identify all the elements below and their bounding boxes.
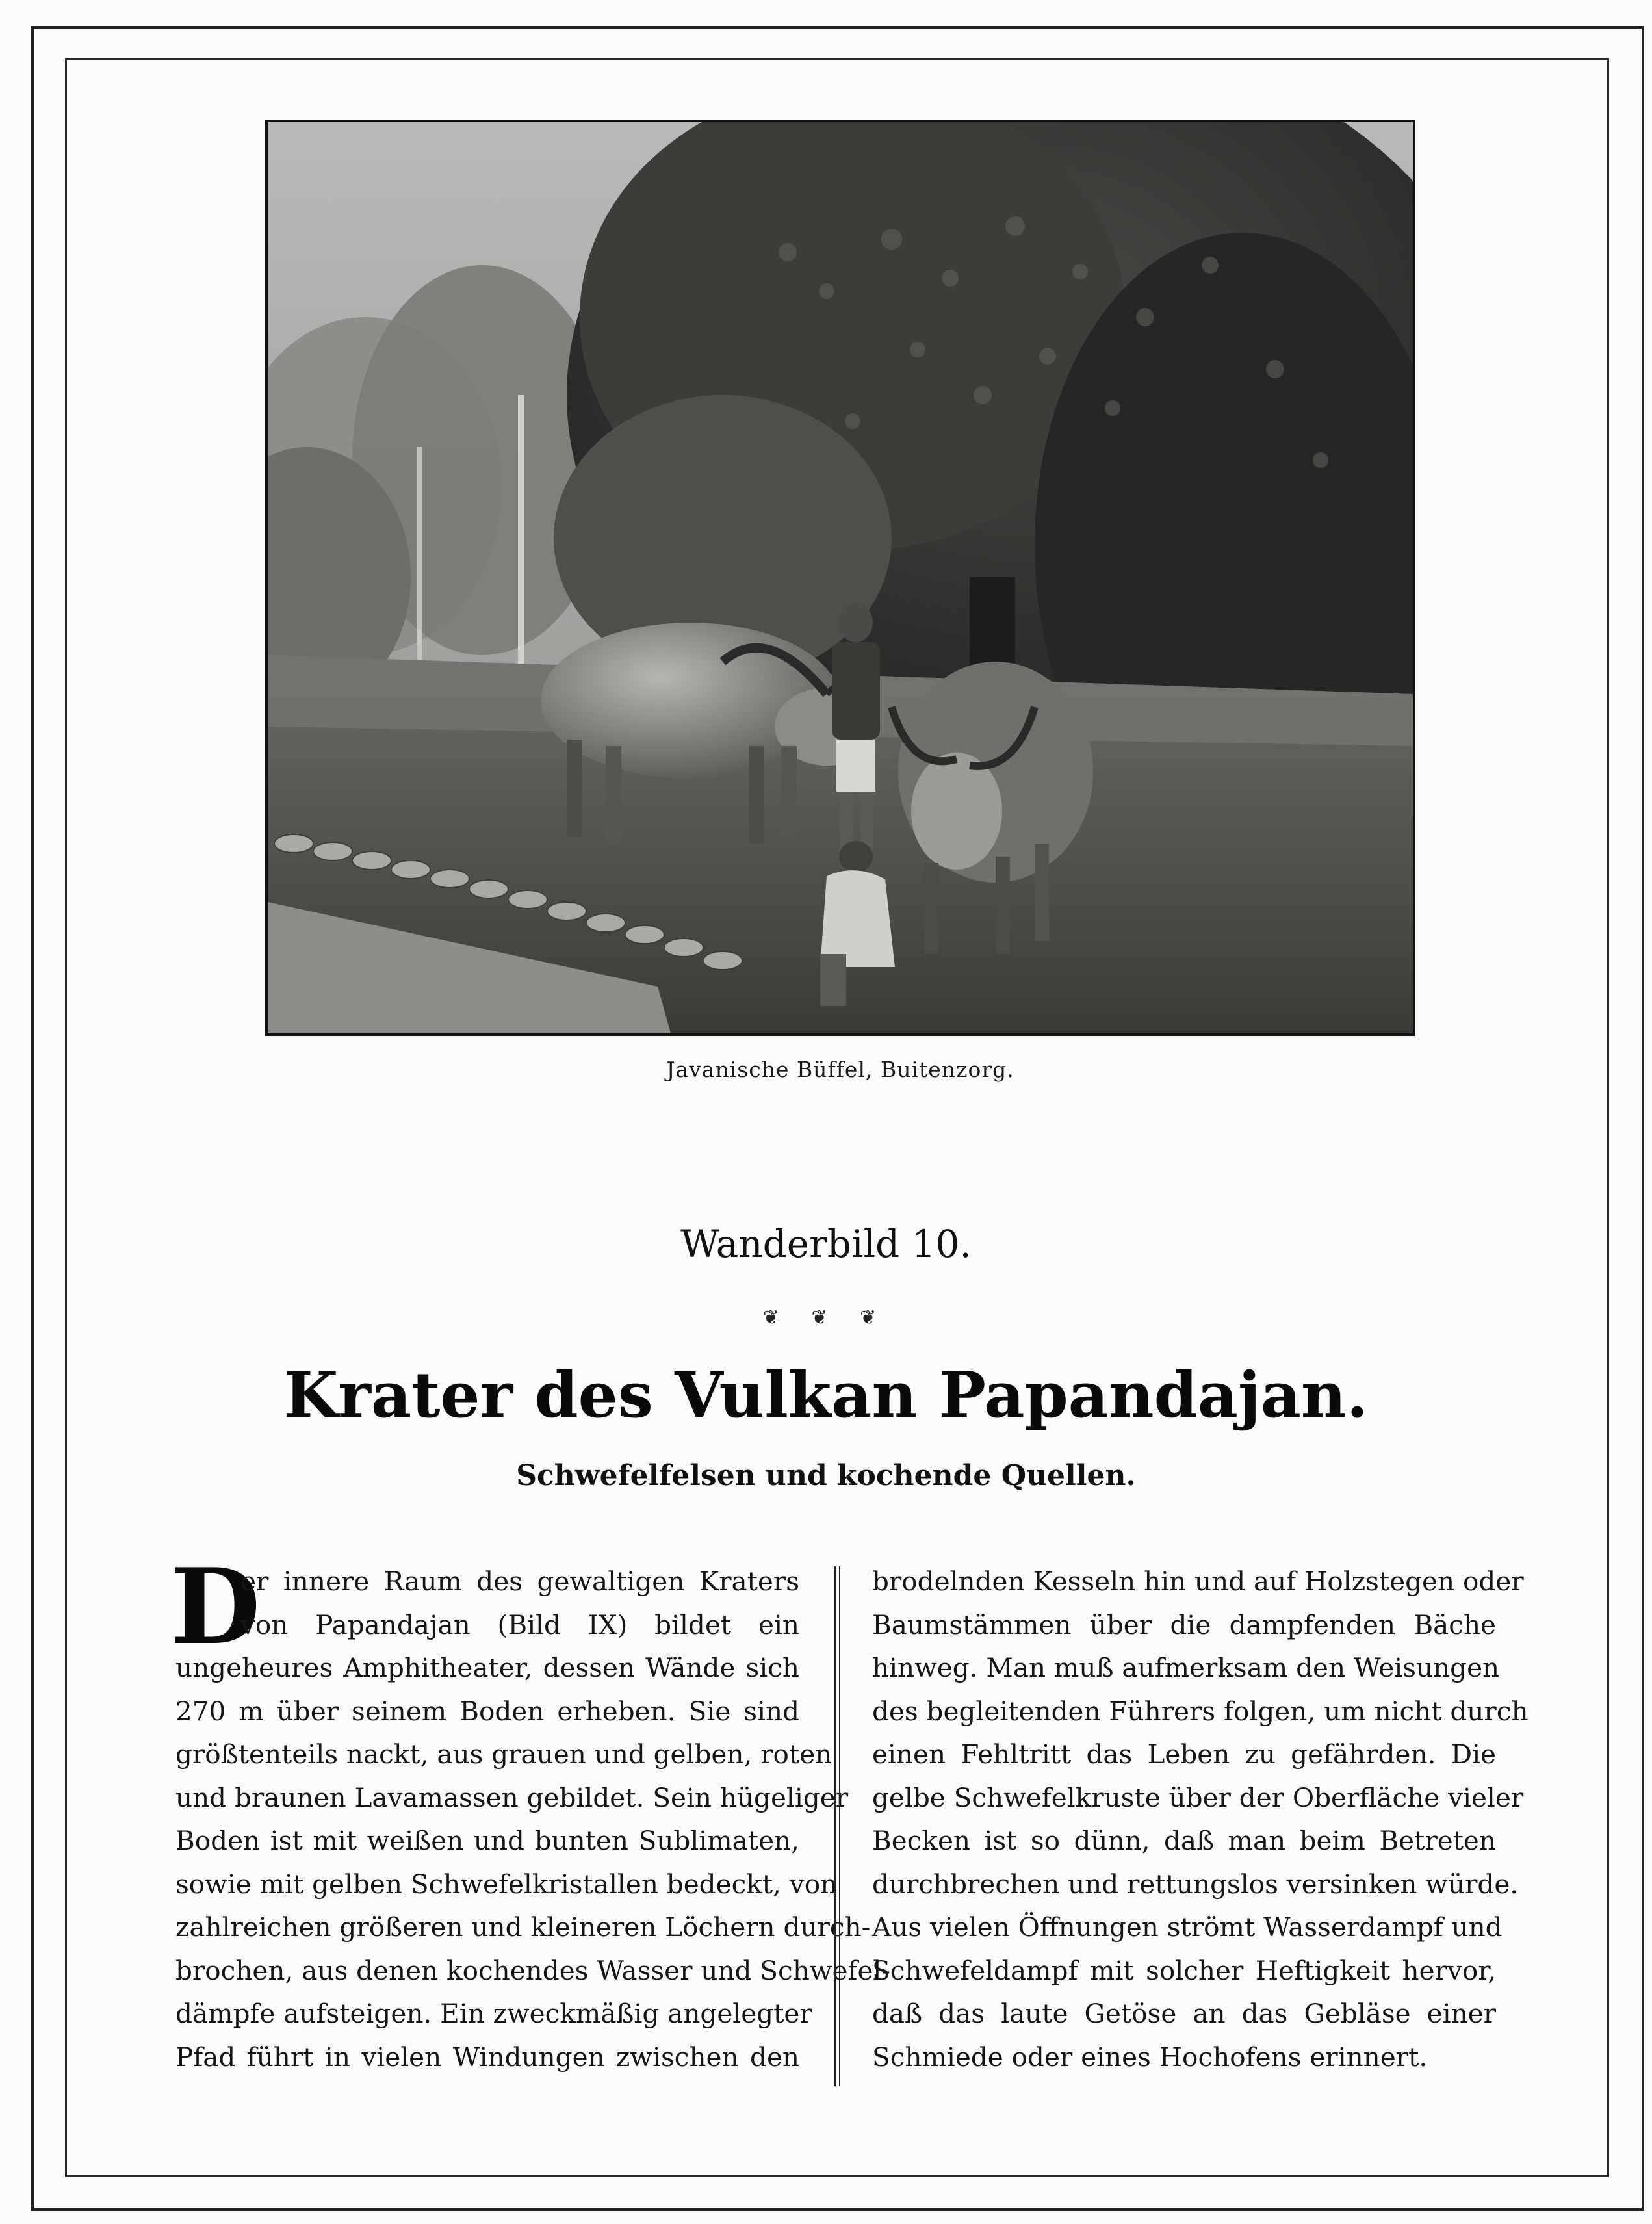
- text-line: er innere Raum des gewaltigen Kraters: [240, 1566, 799, 1597]
- text-line: Pfad führt in vielen Windungen zwischen den: [175, 2041, 799, 2073]
- text-line: hinweg. Man muß aufmerksam den Weisungen: [872, 1652, 1500, 1683]
- body-column-right: [872, 1560, 1529, 2078]
- text-line: zahlreichen größeren und kleineren Löchern durch-: [175, 1911, 871, 1943]
- text-line: dämpfe aufsteigen. Ein zweckmäßig angelegter: [175, 1998, 812, 2029]
- text-line: brochen, aus denen kochendes Wasser und Schwefel-: [175, 1954, 891, 1986]
- text-line: Schwefeldampf mit solcher Heftigkeit hervor,: [872, 1954, 1496, 1986]
- text-line: Boden ist mit weißen und bunten Sublimaten,: [175, 1825, 799, 1856]
- text-line: größtenteils nackt, aus grauen und gelben, roten: [175, 1739, 832, 1770]
- text-line: Aus vielen Öffnungen strömt Wasserdampf und: [872, 1911, 1503, 1943]
- column-divider: [834, 1566, 840, 2086]
- text-line: daß das laute Getöse an das Gebläse einer: [872, 1998, 1496, 2029]
- text-line: und braunen Lavamassen gebildet. Sein hügeliger: [175, 1781, 849, 1813]
- section-label: Wanderbild 10.: [680, 1222, 972, 1266]
- photo-illustration: [268, 122, 1413, 1033]
- text-line: ungeheures Amphitheater, dessen Wände sich: [175, 1652, 799, 1683]
- text-line: von Papandajan (Bild IX) bildet ein: [240, 1609, 799, 1640]
- text-line: sowie mit gelben Schwefelkristallen bedeckt, von: [175, 1868, 838, 1900]
- photo-caption: Javanische Büffel, Buitenzorg.: [666, 1057, 1014, 1082]
- chapter-subtitle: Schwefelfelsen und kochende Quellen.: [516, 1459, 1136, 1492]
- text-line: brodelnden Kesseln hin und auf Holzstegen oder: [872, 1566, 1524, 1597]
- text-line: Becken ist so dünn, daß man beim Betreten: [872, 1825, 1496, 1856]
- text-line: einen Fehltritt das Leben zu gefährden. Die: [872, 1739, 1496, 1770]
- chapter-title: Krater des Vulkan Papandajan.: [283, 1358, 1369, 1432]
- drop-cap-initial: D: [170, 1545, 261, 1668]
- text-line: Baumstämmen über die dampfenden Bäche: [872, 1609, 1496, 1640]
- body-column-left: [175, 1560, 891, 2078]
- text-line: Schmiede oder eines Hochofens erinnert.: [872, 2041, 1428, 2073]
- text-line: 270 m über seinem Boden erheben. Sie sind: [175, 1695, 799, 1727]
- ornament-divider: ❦ ❦ ❦: [762, 1306, 890, 1329]
- text-line: gelbe Schwefelkruste über der Oberfläche vieler: [872, 1781, 1524, 1813]
- text-line: des begleitenden Führers folgen, um nicht durch: [872, 1695, 1529, 1727]
- text-line: durchbrechen und rettungslos versinken würde.: [872, 1868, 1519, 1900]
- photograph-javanese-buffaloes: [265, 120, 1415, 1036]
